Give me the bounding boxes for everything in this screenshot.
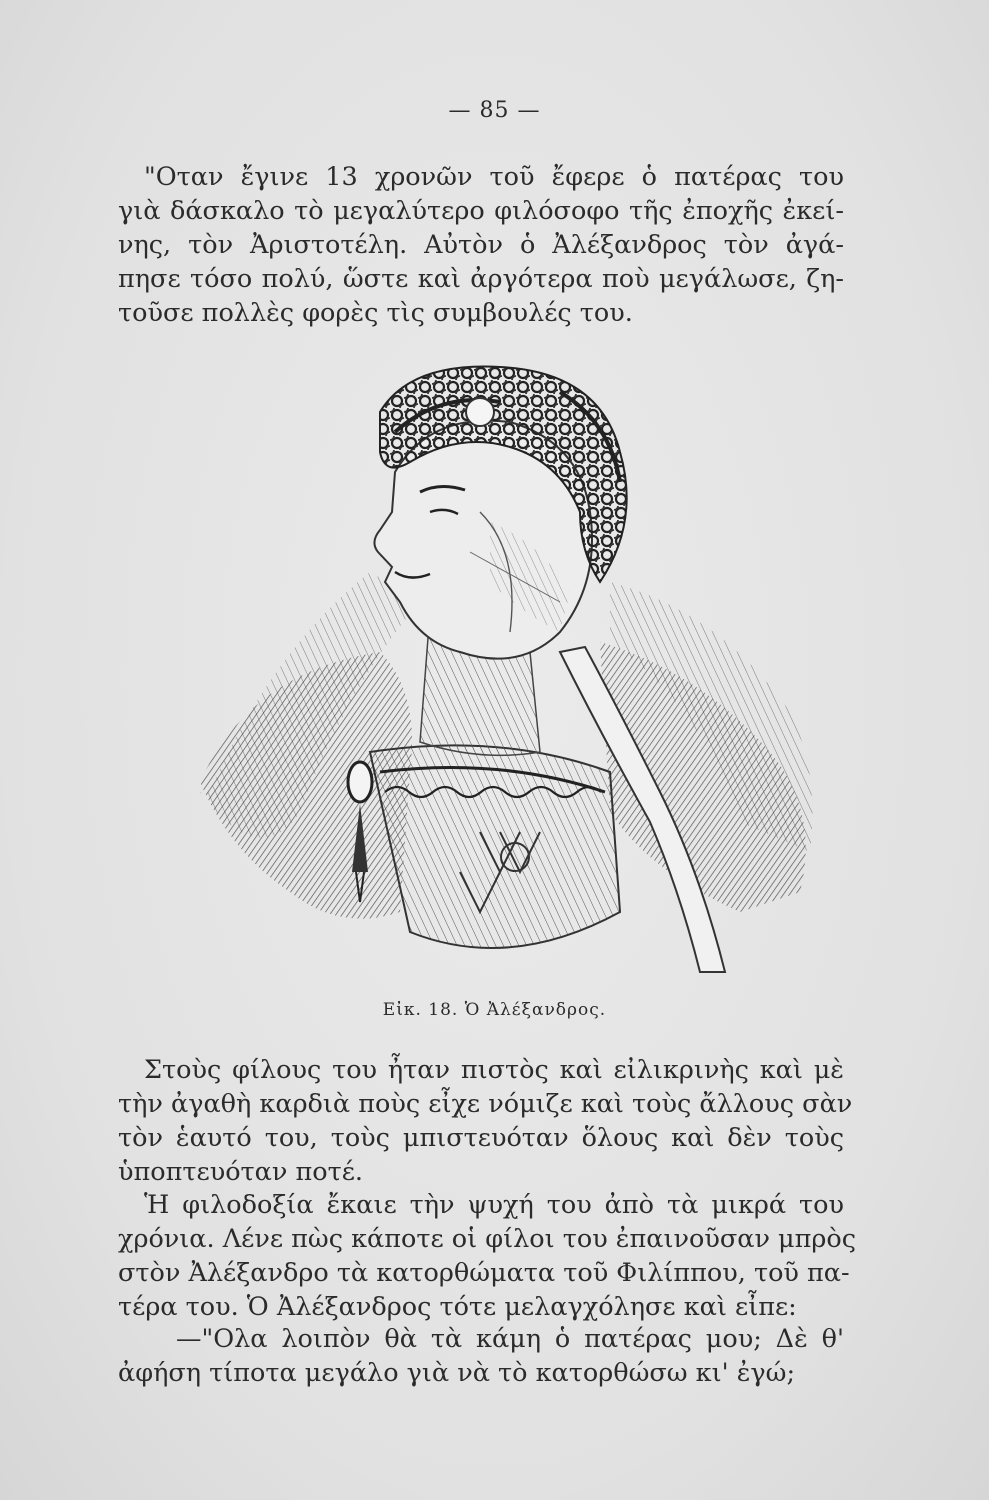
paragraph-quote: [118, 1322, 844, 1390]
page-number: — 85 —: [448, 98, 541, 123]
paragraph-friends: [118, 1053, 853, 1189]
portrait-engraving-icon: [180, 352, 835, 992]
text-line: Στοὺς φίλους του ἦταν πιστὸς καὶ εἰλικρινὴς καὶ μὲ: [144, 1055, 844, 1085]
text-line: τὸν ἑαυτό του, τοὺς μπιστευόταν ὅλους καὶ δὲν τοὺς: [118, 1123, 844, 1153]
text-line: —"Ολα λοιπὸν θὰ τὰ κάμη ὁ πατέρας μου; Δὲ θ': [176, 1324, 844, 1354]
text-line: ὑποπτευόταν ποτέ.: [118, 1157, 364, 1187]
text-line: Ἡ φιλοδοξία ἔκαιε τὴν ψυχή του ἀπὸ τὰ μικρά του: [144, 1190, 844, 1220]
paragraph-ambition: [118, 1188, 857, 1324]
text-line: στὸν Ἀλέξανδρο τὰ κατορθώματα τοῦ Φιλίππου, τοῦ πα-: [118, 1258, 850, 1288]
text-line: ἀφήση τίποτα μεγάλο γιὰ νὰ τὸ κατορθώσω κι' ἐγώ;: [118, 1358, 796, 1388]
figure-caption: Εἰκ. 18. Ὁ Ἀλέξανδρος.: [382, 1000, 607, 1020]
paragraph-aristotle: [118, 160, 844, 330]
text-line: τοῦσε πολλὲς φορὲς τὶς συμβουλές του.: [118, 298, 633, 328]
text-line: τέρα του. Ὁ Ἀλέξανδρος τότε μελαγχόλησε καὶ εἶπε:: [118, 1292, 797, 1322]
text-line: γιὰ δάσκαλο τὸ μεγαλύτερο φιλόσοφο τῆς ἐποχῆς ἐκεί-: [118, 196, 844, 226]
text-line: "Οταν ἔγινε 13 χρονῶν τοῦ ἔφερε ὁ πατέρας του: [144, 162, 844, 192]
text-line: νης, τὸν Ἀριστοτέλη. Αὐτὸν ὁ Ἀλέξανδρος τὸν ἀγά-: [118, 230, 844, 260]
text-line: χρόνια. Λένε πὼς κάποτε οἱ φίλοι του ἐπαινοῦσαν μπρὸς: [118, 1224, 857, 1254]
text-line: πησε τόσο πολύ, ὥστε καὶ ἀργότερα ποὺ μεγάλωσε, ζη-: [118, 264, 844, 294]
text-line: τὴν ἀγαθὴ καρδιὰ ποὺς εἶχε νόμιζε καὶ τοὺς ἄλλους σὰν: [118, 1089, 853, 1119]
